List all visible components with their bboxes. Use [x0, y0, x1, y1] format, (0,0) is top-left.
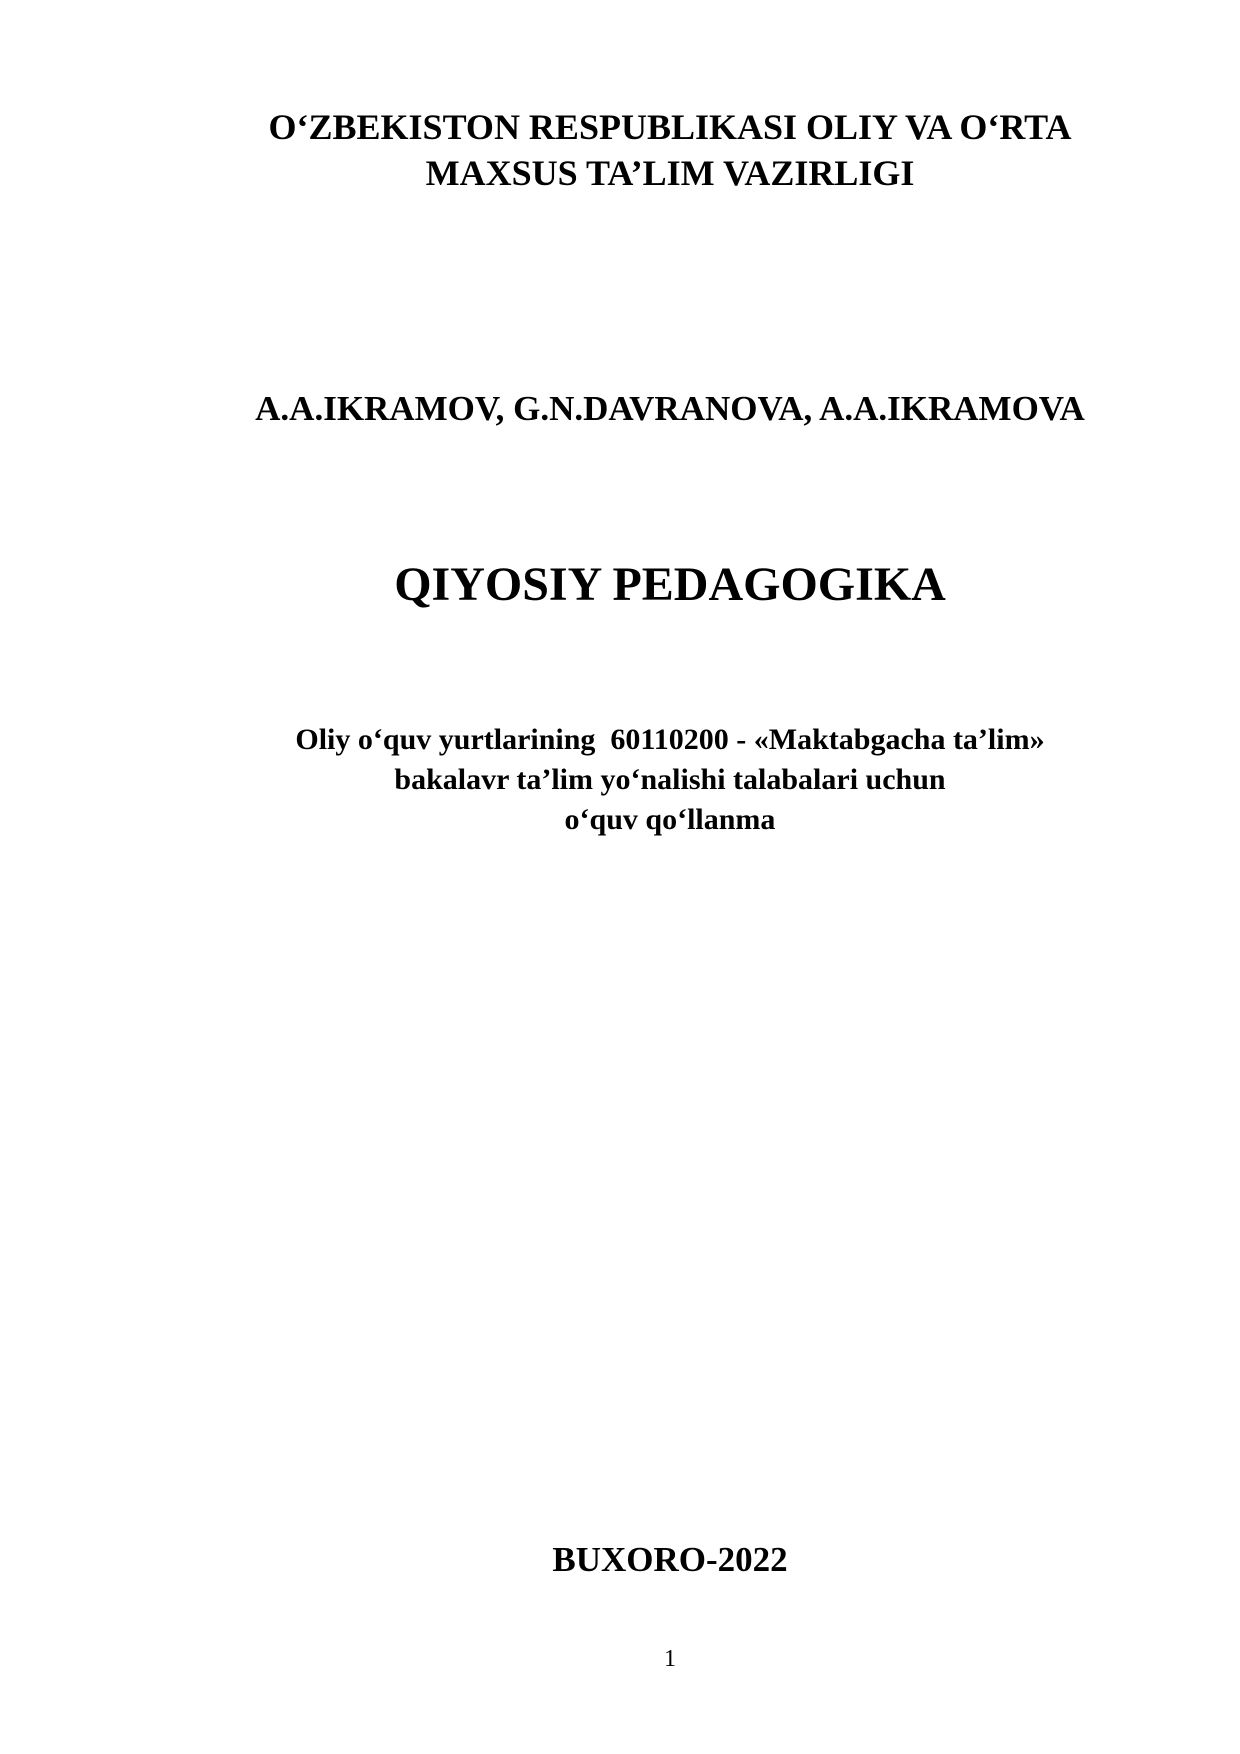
book-subtitle — [150, 720, 1190, 840]
place-year: BUXORO-2022 — [552, 1540, 788, 1579]
subtitle-line-2: bakalavr ta’lim yo‘nalishi talabalari uchun — [394, 763, 946, 796]
subtitle-line-1: Oliy o‘quv yurtlarining 60110200 - «Maktabgacha ta’lim» — [295, 723, 1045, 756]
subtitle-line-3: o‘quv qo‘llanma — [564, 803, 776, 836]
ministry-line-1: O‘ZBEKISTON RESPUBLIKASI OLIY VA O‘RTA — [268, 107, 1072, 147]
page-number: 1 — [664, 1646, 676, 1672]
book-title: QIYOSIY PEDAGOGIKA — [394, 558, 946, 611]
ministry-heading — [150, 104, 1190, 196]
ministry-line-2: MAXSUS TA’LIM VAZIRLIGI — [425, 153, 915, 193]
authors: A.A.IKRAMOV, G.N.DAVRANOVA, A.A.IKRAMOVA — [255, 389, 1085, 428]
